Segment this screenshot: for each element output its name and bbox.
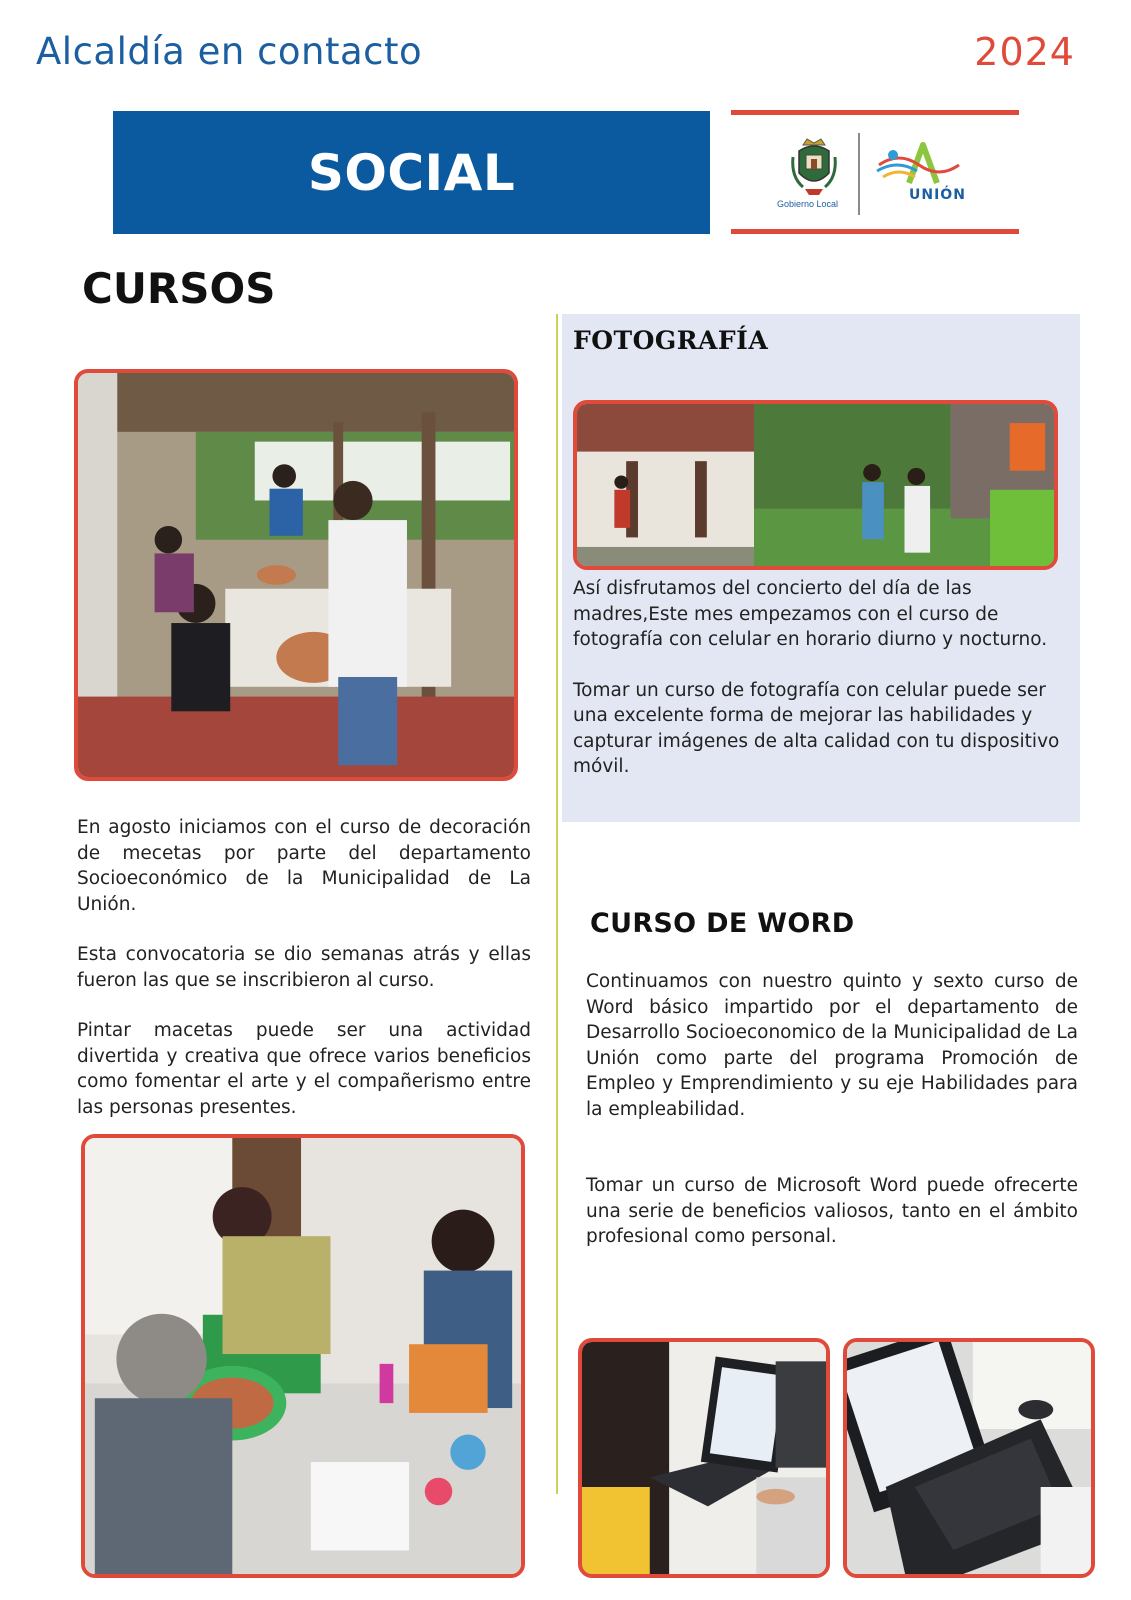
publication-title: Alcaldía en contacto <box>36 30 423 73</box>
cursos-paragraph: En agosto iniciamos con el curso de decoración de mecetas por parte del departamento Socioeconómico de la Municipalidad de La Unión. <box>77 817 531 915</box>
crest-caption: Gobierno Local <box>777 199 839 209</box>
photo-word-class-1-image <box>582 1342 826 1574</box>
municipal-crest-icon <box>789 137 839 199</box>
word-text <box>586 969 1078 1250</box>
photo-painting-pots-indoor-image <box>85 1138 521 1574</box>
photo-painting-pots-indoor <box>81 1134 525 1578</box>
publication-year: 2024 <box>974 30 1075 74</box>
photo-pot-painting-class <box>74 369 518 781</box>
section-title: SOCIAL <box>307 143 516 202</box>
fotografia-heading: FOTOGRAFÍA <box>573 326 769 355</box>
photo-word-class-2 <box>843 1338 1095 1578</box>
fotografia-text <box>573 576 1073 780</box>
photo-mothers-day-concert-image <box>577 404 1054 566</box>
fotografia-paragraph: Así disfrutamos del concierto del día de las madres,Este mes empezamos con el curso de fotografía con celular en horario diurno y nocturno. <box>573 578 1048 650</box>
cursos-heading: CURSOS <box>82 264 276 313</box>
brand-name: UNIÓN <box>909 187 966 203</box>
photo-mothers-day-concert <box>573 400 1058 570</box>
photo-word-class-1 <box>578 1338 830 1578</box>
cursos-paragraph: Esta convocatoria se dio semanas atrás y ellas fueron las que se inscribieron al curso. <box>77 944 531 991</box>
cursos-paragraph: Pintar macetas puede ser una actividad divertida y creativa que ofrece varios beneficios como fomentar el arte y el compañerismo entre las personas presentes. <box>77 1020 531 1118</box>
word-heading: CURSO DE WORD <box>590 908 855 939</box>
cursos-text <box>77 815 531 1120</box>
logo-divider <box>858 133 860 215</box>
photo-pot-painting-class-image <box>78 373 514 777</box>
word-paragraph: Continuamos con nuestro quinto y sexto curso de Word básico impartido por el departamento de Desarrollo Socioeconomico de la Municipalidad de La Unión como parte del programa Promoción de Empleo y Emprendimiento y su eje Habilidades para la empleabilidad. <box>586 971 1078 1120</box>
fotografia-paragraph: Tomar un curso de fotografía con celular puede ser una excelente forma de mejorar las habilidades y capturar imágenes de alta calidad con tu dispositivo móvil. <box>573 679 1060 777</box>
fotografia-panel <box>562 314 1080 822</box>
word-paragraph: Tomar un curso de Microsoft Word puede ofrecerte una serie de beneficios valiosos, tanto en el ámbito profesional como personal. <box>586 1175 1078 1247</box>
column-divider <box>556 314 558 1494</box>
section-banner <box>113 111 710 234</box>
logo-box <box>731 110 1019 234</box>
photo-word-class-2-image <box>847 1342 1091 1574</box>
